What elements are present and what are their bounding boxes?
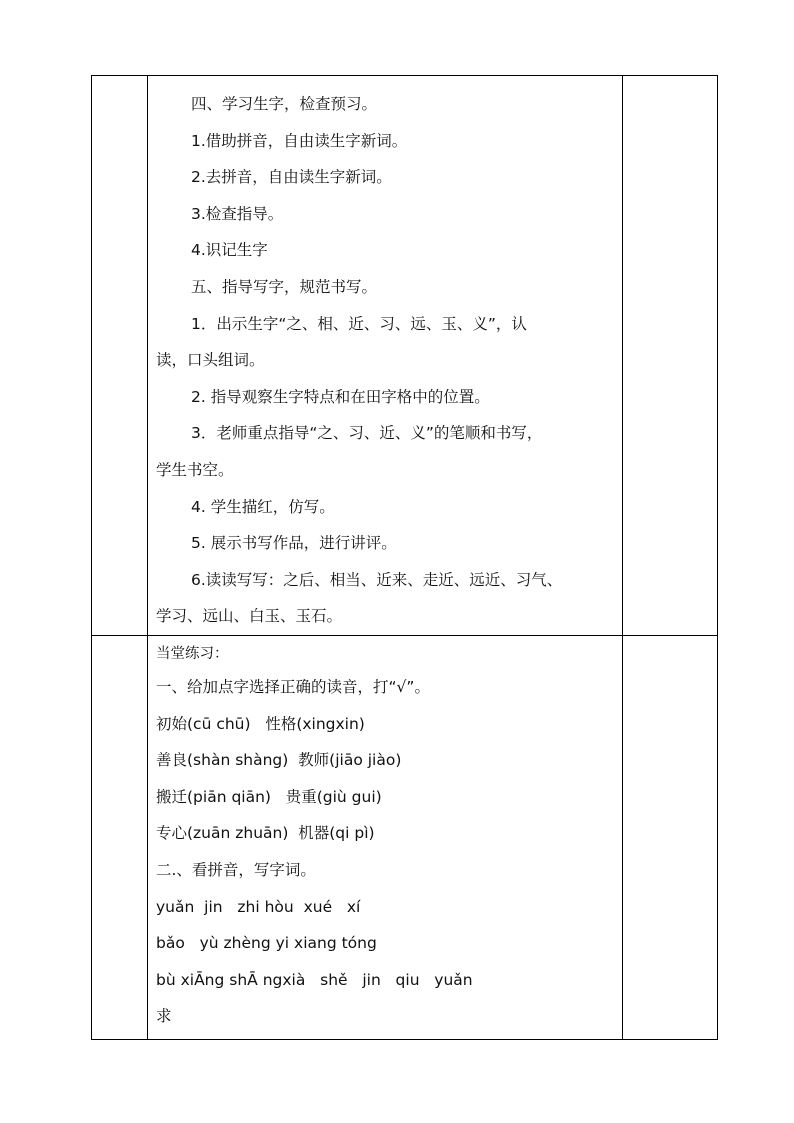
writing-step-1-continued: 读，口头组词。 [156,351,265,370]
exercise-1-heading: 一、给加点字选择正确的读音，打“√”。 [156,678,430,696]
table-row [92,636,718,1040]
exercise-1-line-3: 搬迁(piān qiān) 贵重(giù gui) [156,787,382,806]
left-blank-cell [92,76,148,636]
writing-step-2: 2. 指导观察生字特点和在田字格中的位置。 [191,387,490,406]
writing-step-6-continued: 学习、远山、白玉、玉石。 [156,607,343,626]
exercise-1-line-2: 善良(shàn shàng) 教师(jiāo jiào) [156,751,402,770]
exercise-1-line-4: 专心(zuān zhuān) 机器(qi pì) [156,824,375,843]
left-blank-cell [92,636,148,1040]
exercise-2-pinyin-1: yuǎn jin zhi hòu xué xí [156,897,361,916]
exercise-2-trailing-text: 求 [156,1007,172,1026]
study-content-cell [148,76,623,636]
writing-step-5: 5. 展示书写作品，进行讲评。 [191,534,397,553]
practice-content-cell [148,636,623,1040]
exercise-1-line-1: 初始(cū chū) 性格(xingxin) [156,714,365,733]
writing-step-1: 1．出示生字“之、相、近、习、远、玉、义”，认 [191,314,527,333]
heading-writing-guidance: 五、指导写字，规范书写。 [191,277,378,296]
writing-step-3-continued: 学生书空。 [156,460,234,479]
practice-title: 当堂练习： [156,646,229,662]
study-step-2: 2.去拼音，自由读生字新词。 [191,168,392,187]
writing-step-4: 4. 学生描红，仿写。 [191,497,335,516]
study-content [148,76,622,635]
heading-study-new-characters: 四、学习生字，检查预习。 [191,95,378,113]
table-row [92,76,718,636]
writing-step-6: 6.读读写写：之后、相当、近来、走近、远近、习气、 [191,570,563,589]
practice-content [148,636,622,1035]
writing-step-3: 3．老师重点指导“之、习、近、义”的笔顺和书写， [191,424,543,443]
study-step-3: 3.检查指导。 [191,204,284,223]
right-blank-cell [623,636,718,1040]
right-blank-cell [623,76,718,636]
exercise-2-pinyin-2: bǎo yù zhèng yi xiang tóng [156,934,377,953]
exercise-2-pinyin-3: bù xiĀng shĀ ngxià shě jin qiu yuǎn [156,970,473,989]
lesson-plan-table [91,75,718,1040]
study-step-1: 1.借助拼音，自由读生字新词。 [191,131,408,150]
study-step-4: 4.识记生字 [191,241,268,260]
exercise-2-heading: 二.、看拼音，写字词。 [156,860,316,879]
